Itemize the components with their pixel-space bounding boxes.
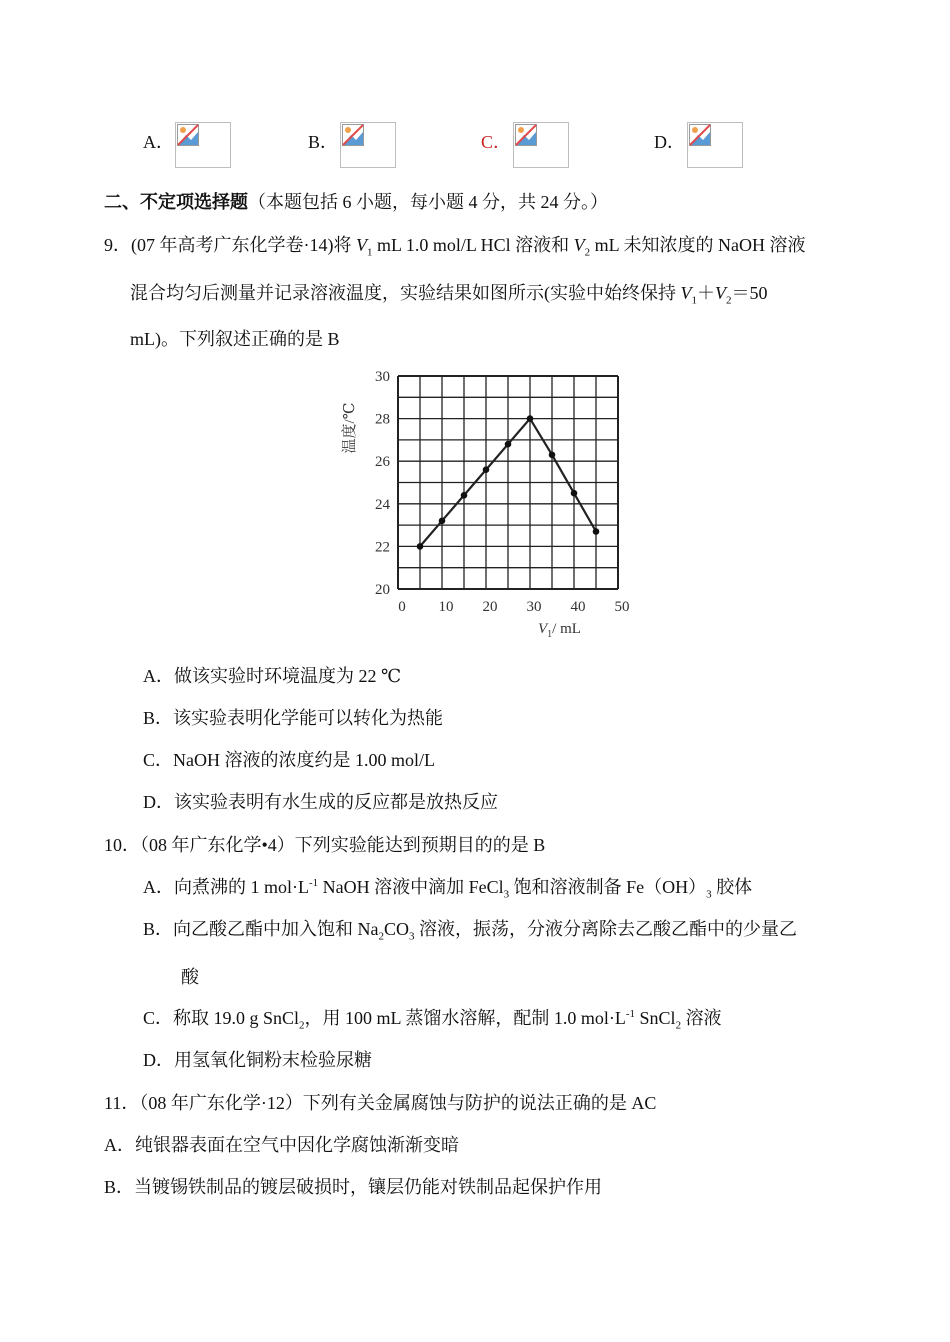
q10-text: B．向乙酸乙酯中加入饱和 Na: [143, 919, 379, 939]
q10-text: CO: [384, 919, 410, 939]
y-tick-label: 24: [375, 496, 390, 513]
x-tick-label: 40: [570, 599, 586, 615]
x-axis-label: [538, 621, 581, 638]
data-point: [571, 490, 578, 497]
q10-option-d: D．用氢氧化铜粉末检验尿糖: [143, 1050, 372, 1070]
q10-text: SnCl: [635, 1008, 676, 1028]
q10-text: A．向煮沸的 1 mol·L: [143, 877, 309, 897]
y-tick-label: 28: [375, 411, 390, 428]
q10-text: NaOH 溶液中滴加 FeCl: [318, 877, 504, 897]
section-heading: [104, 193, 608, 211]
q9-text: (07 年高考广东化学卷·14)将: [131, 235, 356, 255]
x-tick-label: 30: [526, 599, 542, 615]
q8-option-a-label: A．: [143, 132, 174, 152]
broken-image-icon: [515, 124, 537, 146]
q10-sub: 2: [299, 1019, 305, 1032]
q8-option-a-image: [175, 122, 231, 168]
x-tick-label: 10: [438, 599, 454, 615]
q10-option-a: [143, 877, 753, 901]
x-axis-var: V: [538, 621, 548, 637]
x-axis-var-sub: 1: [547, 629, 553, 638]
q8-option-c-image: [513, 122, 569, 168]
q9-plus: ＋: [697, 283, 715, 303]
q10-option-b-continued: 酸: [181, 967, 199, 987]
y-tick-label: 26: [375, 454, 390, 471]
x-tick-label: 20: [482, 599, 498, 615]
q8-option-d-image: [687, 122, 743, 168]
section-title: 二、不定项选择题: [104, 192, 248, 212]
temperature-chart: [335, 368, 635, 638]
q10-text: C．称取 19.0 g SnCl: [143, 1008, 300, 1028]
y-tick-labels: [375, 369, 391, 598]
q9-option-d: D．该实验表明有水生成的反应都是放热反应: [143, 792, 498, 812]
q9-number: 9．: [104, 235, 131, 255]
q9-option-b: B．该实验表明化学能可以转化为热能: [143, 708, 444, 728]
q9-var-v2: V: [573, 235, 585, 255]
q10-sub: 3: [503, 888, 510, 901]
q9-var-v1: V: [355, 235, 367, 255]
q8-option-c-label: C．: [481, 132, 512, 152]
q10-stem: [104, 836, 545, 854]
data-point: [549, 452, 556, 459]
q10-sup: -1: [309, 877, 319, 889]
data-point: [417, 543, 424, 550]
data-point: [593, 528, 600, 535]
q10-number: 10．: [104, 835, 140, 855]
q9-option-a: A．做该实验时环境温度为 22 ℃: [143, 666, 402, 686]
q9-var-v2-sub: 2: [584, 246, 591, 259]
x-axis-title: [538, 621, 581, 638]
y-tick-label: 22: [375, 539, 390, 556]
q8-option-b-image: [340, 122, 396, 168]
q11-text: （08 年广东化学·12）下列有关金属腐蚀与防护的说法正确的是 AC: [139, 1093, 657, 1113]
q10-text: （08 年广东化学•4）下列实验能达到预期目的的是 B: [140, 835, 546, 855]
q10-sub: 2: [378, 930, 384, 943]
y-tick-label: 30: [375, 369, 390, 385]
q10-text: 溶液: [681, 1008, 722, 1028]
q10-text: 溶液，振荡，分液分离除去乙酸乙酯中的少量乙: [414, 919, 798, 939]
section-note: （本题包括 6 小题，每小题 4 分，共 24 分。）: [248, 192, 608, 212]
q9-text: mL 1.0 mol/L HCl 溶液和: [372, 235, 574, 255]
q11-option-b: B．当镀锡铁制品的镀层破损时，镶层仍能对铁制品起保护作用: [104, 1177, 603, 1197]
y-axis-label: [340, 403, 358, 454]
q11-stem: [104, 1094, 656, 1112]
y-tick-label: 20: [375, 582, 390, 598]
q9-var-v1-sub: 1: [691, 294, 697, 307]
broken-image-icon: [342, 124, 364, 146]
q9-var-v2-sub: 2: [726, 294, 732, 307]
q9-stem-line3: mL)。下列叙述正确的是 B: [130, 329, 340, 349]
q10-option-c: [143, 1008, 722, 1032]
q10-sub: 2: [675, 1019, 682, 1032]
y-axis-title: 温度/℃: [342, 402, 358, 454]
q9-var-v1: V: [680, 283, 692, 303]
q9-text: mL 未知浓度的 NaOH 溶液: [590, 235, 806, 255]
q9-var-v1-sub: 1: [366, 246, 373, 259]
x-tick-label: 0: [398, 599, 406, 615]
q8-option-b-label: B．: [308, 132, 339, 152]
q10-sup: -1: [625, 1008, 636, 1020]
q10-text: 胶体: [711, 877, 753, 897]
data-point: [439, 518, 446, 525]
q9-option-c: C．NaOH 溶液的浓度约是 1.00 mol/L: [143, 750, 435, 770]
q10-sub: 3: [706, 888, 712, 901]
q10-sub: 3: [409, 930, 415, 943]
q10-option-b: [143, 919, 798, 943]
q9-text: 混合均匀后测量并记录溶液温度，实验结果如图所示(实验中始终保持: [130, 283, 681, 303]
data-point: [483, 466, 490, 473]
x-tick-label: 50: [614, 599, 630, 615]
x-tick-labels: [398, 599, 629, 615]
broken-image-icon: [177, 124, 199, 146]
q10-text: ，用 100 mL 蒸馏水溶解，配制 1.0 mol·L: [304, 1008, 626, 1028]
x-axis-unit: / mL: [552, 621, 581, 637]
q9-stem-line1: [104, 235, 806, 259]
data-point: [527, 415, 534, 422]
q9-var-v2: V: [715, 283, 726, 303]
chart-grid: [398, 376, 618, 589]
q10-text: 饱和溶液制备 Fe（OH）: [509, 877, 707, 897]
q9-text: ＝50: [731, 283, 768, 303]
q9-stem-line2: [130, 283, 768, 307]
broken-image-icon: [689, 124, 711, 146]
data-point: [505, 441, 512, 448]
q8-option-d-label: D．: [654, 132, 685, 152]
data-point: [461, 492, 468, 499]
q11-option-a: A．纯银器表面在空气中因化学腐蚀渐渐变暗: [104, 1135, 459, 1155]
q11-number: 11．: [104, 1093, 140, 1113]
